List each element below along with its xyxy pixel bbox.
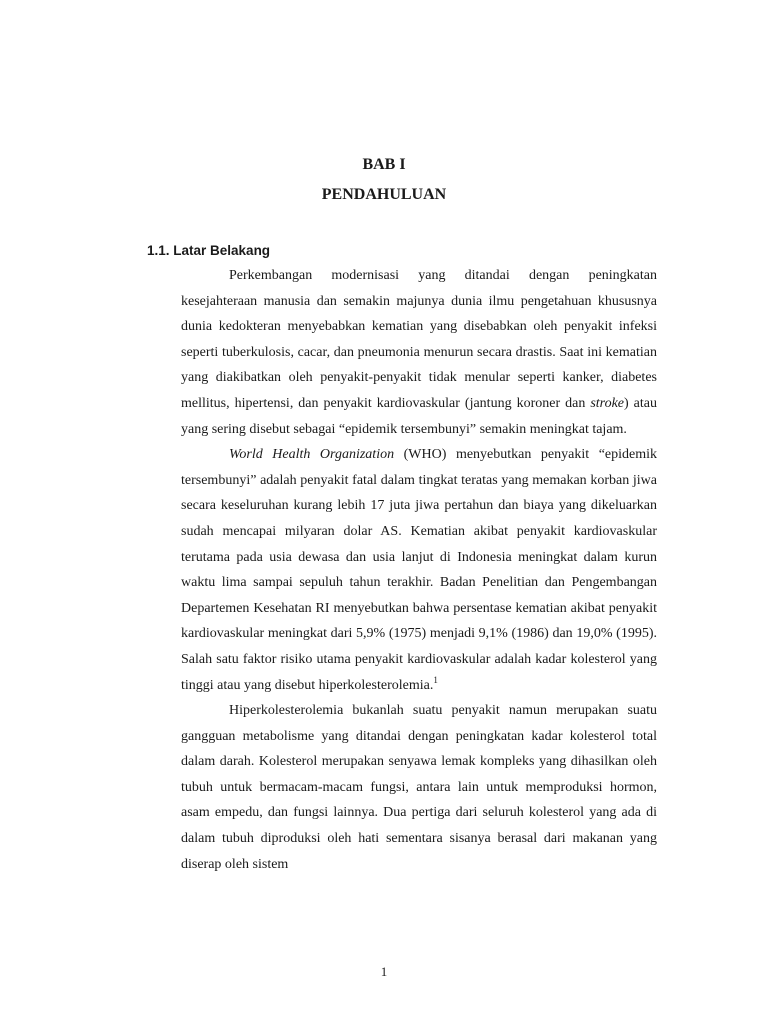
page-number: 1 bbox=[380, 964, 388, 979]
body-text bbox=[181, 263, 657, 877]
italic-term: stroke bbox=[590, 395, 625, 411]
text-segment: Perkembangan modernisasi yang ditandai dengan peningkatan kesejahteraan manusia dan semakin majunya dunia ilmu pengetahuan khususnya dunia kedokteran menyebabkan kematian yang disebabkan oleh penyakit infeksi seperti tuberkulosis, cacar, dan pneumonia menurun secara drastis. Saat ini kematian yang diakibatkan oleh penyakit-penyakit tidak menular seperti kanker, diabetes mellitus, hipertensi, dan penyakit kardiovaskular (jantung koroner dan bbox=[181, 268, 657, 411]
section-heading: 1.1. Latar Belakang bbox=[147, 243, 271, 258]
text-segment: Hiperkolesterolemia bukanlah suatu penyakit namun merupakan suatu gangguan metabolisme yang ditandai dengan peningkatan kadar kolesterol total dalam darah. Kolesterol merupakan senyawa lemak kompleks yang dihasilkan oleh tubuh untuk bermacam-macam fungsi, antara lain untuk memproduksi hormon, asam empedu, dan fungsi lainnya. Dua pertiga dari seluruh kolesterol yang ada di dalam tubuh diproduksi oleh hati sementara sisanya berasal dari makanan yang diserap oleh sistem bbox=[181, 703, 657, 872]
italic-term: World Health Organization bbox=[229, 447, 395, 463]
chapter-title: PENDAHULUAN bbox=[321, 186, 447, 203]
paragraph bbox=[181, 698, 657, 877]
paragraph bbox=[181, 263, 657, 442]
text-segment: (WHO) menyebutkan penyakit “epidemik tersembunyi” adalah penyakit fatal dalam tingkat teratas yang memakan korban jiwa secara keseluruhan kurang lebih 17 juta jiwa pertahun dan biaya yang dikeluarkan sudah mencapai milyaran dolar AS. Kematian akibat penyakit kardiovaskular terutama pada usia dewasa dan usia lanjut di Indonesia meningkat dalam kurun waktu lima sampai sepuluh tahun terakhir. Badan Penelitian dan Pengembangan Departemen Kesehatan RI menyebutkan bahwa persentase kematian akibat penyakit kardiovaskular meningkat dari 5,9% (1975) menjadi 9,1% (1986) dan 19,0% (1995). Salah satu faktor risiko utama penyakit kardiovaskular adalah kadar kolesterol yang tinggi atau yang disebut hiperkolesterolemia. bbox=[181, 447, 657, 693]
chapter-number: BAB I bbox=[362, 156, 406, 173]
paragraph bbox=[181, 442, 657, 698]
footnote-reference: 1 bbox=[433, 674, 438, 685]
text-segment: ) atau yang sering disebut sebagai “epidemik tersembunyi” semakin meningkat tajam. bbox=[181, 395, 657, 437]
